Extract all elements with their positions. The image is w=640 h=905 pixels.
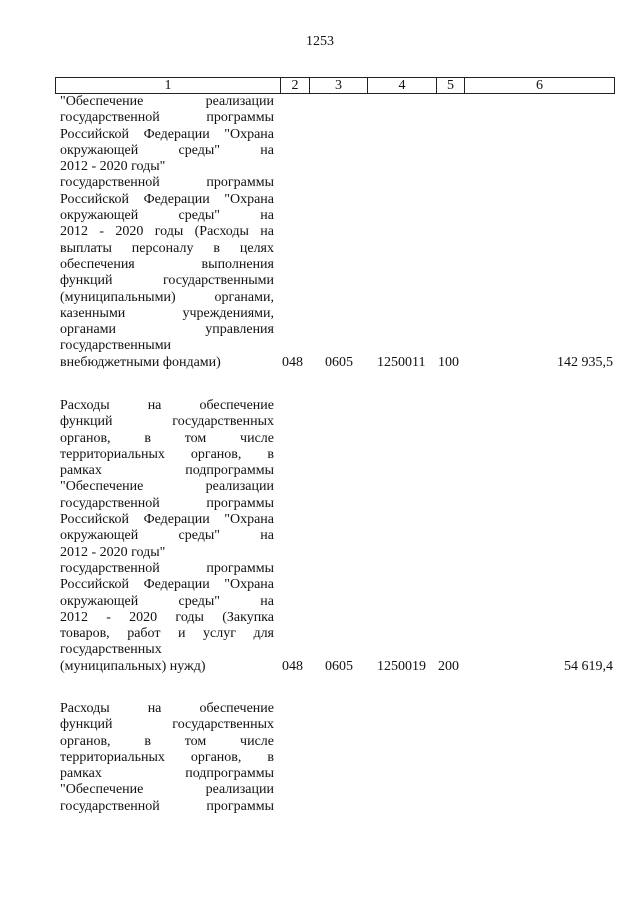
description-line: "Обеспечение реализации bbox=[60, 94, 274, 109]
description-line: 2012 - 2020 годы (Расходы на bbox=[60, 224, 274, 240]
description-line: 2012 - 2020 годы (Закупка bbox=[60, 609, 274, 625]
header-col-3: 3 bbox=[309, 78, 367, 93]
description-line: окружающей среды" на bbox=[60, 593, 274, 609]
expense-type-code: 200 bbox=[438, 658, 459, 674]
description-line: государственных bbox=[60, 642, 162, 658]
description-line: товаров, работ и услуг для bbox=[60, 626, 274, 642]
description-line: функций государственных bbox=[60, 717, 274, 733]
description-line: органов, в том числе bbox=[60, 733, 274, 749]
amount: 142 935,5 bbox=[557, 354, 613, 370]
header-col-6: 6 bbox=[464, 78, 614, 93]
page-number: 1253 bbox=[306, 34, 334, 49]
description-line: рамках подпрограммы bbox=[60, 463, 274, 479]
table-row bbox=[60, 94, 613, 371]
description-line: внебюджетными фондами) bbox=[60, 354, 221, 370]
expense-type-code: 100 bbox=[438, 354, 459, 370]
description-line: 2012 - 2020 годы" bbox=[60, 544, 166, 560]
description-line: государственной программы bbox=[60, 110, 274, 126]
description-line: рамках подпрограммы bbox=[60, 766, 274, 782]
description-line: 2012 - 2020 годы" bbox=[60, 159, 166, 175]
section-code: 0605 bbox=[325, 354, 353, 370]
table-row bbox=[60, 701, 613, 815]
target-code: 1250019 bbox=[377, 658, 426, 674]
header-col-5: 5 bbox=[436, 78, 464, 93]
description-line: функций государственными bbox=[60, 273, 274, 289]
description-line: окружающей среды" на bbox=[60, 142, 274, 158]
description-line: Российской Федерации "Охрана bbox=[60, 191, 274, 207]
description-line: Российской Федерации "Охрана bbox=[60, 126, 274, 142]
header-col-2: 2 bbox=[280, 78, 309, 93]
description-line: "Обеспечение реализации bbox=[60, 479, 274, 495]
description-line: органов, в том числе bbox=[60, 430, 274, 446]
ministry-code: 048 bbox=[282, 354, 303, 370]
table-header bbox=[55, 77, 615, 94]
description-line: органами управления bbox=[60, 322, 274, 338]
row-description bbox=[60, 701, 274, 815]
header-col-1: 1 bbox=[164, 78, 172, 93]
description-line: Расходы на обеспечение bbox=[60, 398, 274, 413]
description-line: территориальных органов, в bbox=[60, 446, 274, 462]
description-line: государственными bbox=[60, 338, 172, 354]
table-row bbox=[60, 398, 613, 675]
description-line: (муниципальных) нужд) bbox=[60, 658, 206, 674]
amount: 54 619,4 bbox=[564, 658, 613, 674]
description-line: казенными учреждениями, bbox=[60, 305, 274, 321]
description-line: Российской Федерации "Охрана bbox=[60, 512, 274, 528]
section-code: 0605 bbox=[325, 658, 353, 674]
header-col-4: 4 bbox=[367, 78, 436, 93]
description-line: (муниципальными) органами, bbox=[60, 289, 274, 305]
description-line: государственной программы bbox=[60, 175, 274, 191]
description-line: Расходы на обеспечение bbox=[60, 701, 274, 716]
description-line: окружающей среды" на bbox=[60, 208, 274, 224]
description-line: функций государственных bbox=[60, 414, 274, 430]
description-line: выплаты персоналу в целях bbox=[60, 240, 274, 256]
description-line: "Обеспечение реализации bbox=[60, 782, 274, 798]
ministry-code: 048 bbox=[282, 658, 303, 674]
description-line: государственной программы bbox=[60, 560, 274, 576]
row-description bbox=[60, 94, 274, 371]
description-line: государственной программы bbox=[60, 495, 274, 511]
description-line: территориальных органов, в bbox=[60, 749, 274, 765]
description-line: Российской Федерации "Охрана bbox=[60, 577, 274, 593]
target-code: 1250011 bbox=[377, 354, 426, 370]
description-line: обеспечения выполнения bbox=[60, 256, 274, 272]
row-description bbox=[60, 398, 274, 675]
description-line: государственной программы bbox=[60, 798, 274, 814]
description-line: окружающей среды" на bbox=[60, 528, 274, 544]
